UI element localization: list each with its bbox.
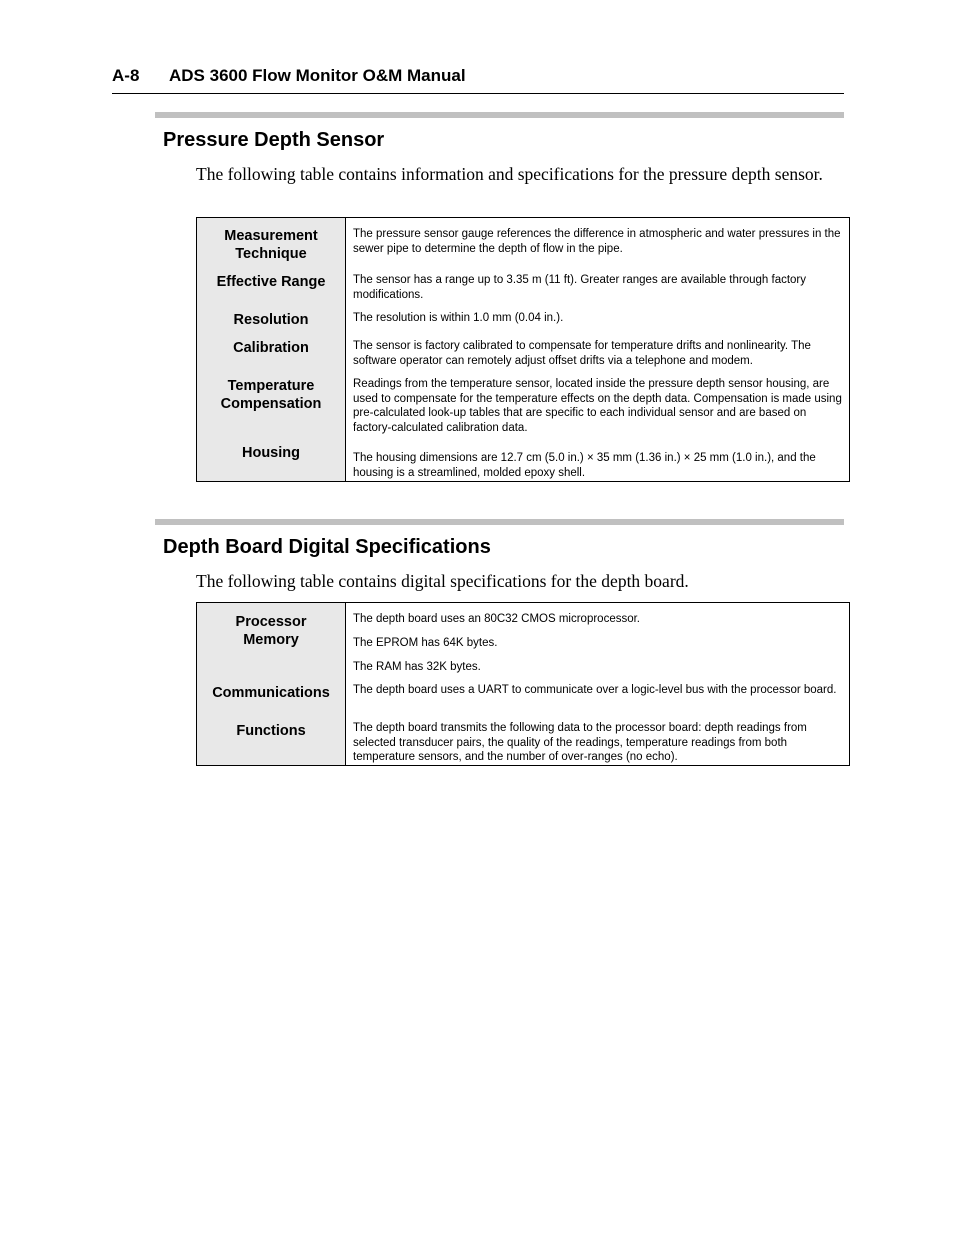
row-text: The sensor is factory calibrated to compensate for temperature drifts and nonlinearity. The software operator can remotely adjust offset drifts via a telephone and modem. — [353, 340, 811, 367]
section-intro-depth-board: The following table contains digital specifications for the depth board. — [196, 571, 689, 591]
row-label: Resolution — [233, 312, 309, 328]
page-number: A-8 — [112, 66, 140, 85]
section-rule — [155, 112, 844, 118]
section-title-depth-board: Depth Board Digital Specifications — [163, 536, 491, 558]
row-text: Readings from the temperature sensor, located inside the pressure depth sensor housing, are used to compensate for the temperature effects on the depth data. Compensation is made using pre-calculated look-up tables that are specific to each individual sensor and are based on factory-calculated calibration data. — [353, 378, 842, 434]
row-text: The depth board uses a UART to communicate over a logic-level bus with the processor board. — [353, 684, 837, 696]
row-label: Temperature Compensation — [220, 378, 322, 412]
row-label: Housing — [242, 445, 300, 461]
row-text: The RAM has 32K bytes. — [353, 661, 481, 673]
row-text: The depth board transmits the following data to the processor board: depth readings from selected transducer pairs, the quality of the readings, temperature readings from both temperature sensors, and the number of over-ranges (no echo). — [353, 722, 807, 763]
section-intro-pressure: The following table contains information and specifications for the pressure depth sensor. — [196, 164, 823, 184]
row-text: The pressure sensor gauge references the difference in atmospheric and water pressures in the sewer pipe to determine the depth of flow in the pipe. — [353, 228, 841, 255]
row-text: The housing dimensions are 12.7 cm (5.0 in.) × 35 mm (1.36 in.) × 25 mm (1.0 in.), and the housing is a streamlined, molded epoxy shell. — [353, 452, 816, 479]
section-title-pressure: Pressure Depth Sensor — [163, 129, 385, 151]
section-rule — [155, 519, 844, 525]
row-label: Calibration — [233, 340, 309, 356]
row-label: Measurement Technique — [224, 228, 318, 262]
row-label: Functions — [236, 723, 306, 739]
pressure-spec-table — [196, 217, 850, 482]
row-label: Communications — [212, 685, 330, 701]
row-text: The EPROM has 64K bytes. — [353, 637, 498, 649]
row-text: The depth board uses an 80C32 CMOS microprocessor. — [353, 613, 641, 625]
page-header — [112, 64, 844, 94]
row-label: Processor — [235, 614, 307, 630]
row-text: The sensor has a range up to 3.35 m (11 ft). Greater ranges are available through factory modifications. — [353, 274, 807, 301]
row-label: Memory — [243, 632, 299, 648]
depth-board-spec-table — [196, 602, 850, 766]
row-label: Effective Range — [216, 274, 326, 290]
manual-title: ADS 3600 Flow Monitor O&M Manual — [169, 66, 466, 85]
row-text: The resolution is within 1.0 mm (0.04 in.). — [353, 312, 564, 324]
